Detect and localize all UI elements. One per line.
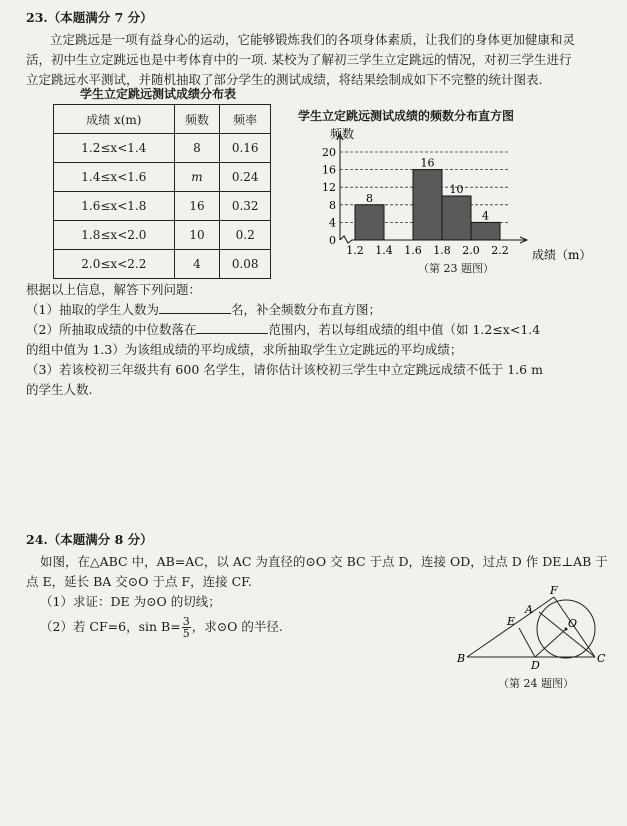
q24-line1: 如图，在△ABC 中，AB=AC，以 AC 为直径的⊙O 交 BC 于点 D，连接 OD，过点 D 作 DE⊥AB 于: [40, 554, 608, 569]
table-header-cell: 频率: [220, 105, 271, 134]
chart-x-tick-label: 1.2: [346, 244, 364, 257]
table-row: [54, 221, 271, 250]
chart-xlabel: 成绩（m）: [532, 248, 592, 262]
fraction-numerator: 3: [182, 615, 190, 628]
q23-intro-line1: 立定跳远是一项有益身心的运动，它能够锻炼我们的各项身体素质，让我们的身体更加健康和灵: [50, 32, 576, 47]
chart-x-tick-label: 2.2: [491, 244, 509, 257]
answer-blank: [159, 301, 231, 314]
table-cell: 0.2: [220, 221, 271, 250]
table-cell: 0.24: [220, 163, 271, 192]
chart-bar: [471, 222, 500, 240]
q23-part1-text-b: 名，补全频数分布直方图；: [230, 302, 381, 317]
table-title: 学生立定跳远测试成绩分布表: [80, 87, 237, 101]
q24-header: 24.（本题满分 8 分）: [26, 532, 153, 547]
chart-x-tick-label: 2.0: [462, 244, 480, 257]
chart-y-tick-label: 20: [322, 146, 336, 159]
chart-y-tick-label: 4: [329, 216, 336, 230]
chart-y-tick-label: 8: [329, 198, 336, 212]
fraction-denominator: 5: [182, 627, 190, 640]
chart-value-label: 4: [482, 209, 489, 223]
q23-intro-line2: 活，初中生立定跳远也是中考体育中的一项. 某校为了解初三学生立定跳远的情况，对初三学生进行: [26, 52, 572, 67]
answer-blank: [196, 321, 268, 334]
fraction-three-fifths: [182, 616, 191, 639]
q24-part2: [40, 616, 283, 639]
table-cell: 0.32: [220, 192, 271, 221]
q23-part1-text-a: （1）抽取的学生人数为: [26, 302, 159, 317]
q24-part2-text-b: ，求⊙O 的半径.: [191, 619, 283, 634]
chart-bars: [355, 170, 500, 240]
chart-title: 学生立定跳远测试成绩的频数分布直方图: [298, 109, 515, 123]
q24-part2-text-a: （2）若 CF=6，sin B=: [40, 619, 181, 634]
q24-part1: （1）求证：DE 为⊙O 的切线；: [40, 594, 221, 609]
table-cell: 4: [174, 250, 220, 279]
chart-y-tick-label: 16: [322, 163, 336, 177]
chart-x-tick-label: 1.6: [404, 244, 422, 257]
table-header-row: [54, 105, 271, 134]
q23-part2: [26, 320, 540, 340]
chart-x-tick-label: 1.4: [375, 244, 393, 257]
geometry-figure: [455, 585, 615, 685]
table-cell: 1.4≤x<1.6: [54, 163, 175, 192]
chart-y-tick-label: 12: [322, 181, 336, 195]
q23-header: 23.（本题满分 7 分）: [26, 10, 153, 25]
table-cell: 2.0≤x<2.2: [54, 250, 175, 279]
q23-part2-cont: 的组中值为 1.3）为该组成绩的平均成绩，求所抽取学生立定跳远的平均成绩；: [26, 342, 463, 357]
table-row: [54, 134, 271, 163]
chart-value-label: 8: [366, 191, 373, 205]
q23-part3-cont: 的学生人数.: [26, 382, 93, 397]
table-cell: 16: [174, 192, 220, 221]
label-d: D: [531, 659, 540, 672]
q23-part2-text-a: （2）所抽取成绩的中位数落在: [26, 322, 197, 337]
label-a: A: [525, 603, 533, 616]
q24-line2: 点 E，延长 BA 交⊙O 于点 F，连接 CF.: [26, 574, 252, 589]
table-cell: 0.16: [220, 134, 271, 163]
chart-bar: [442, 196, 471, 240]
chart-ylabel: 频数: [330, 127, 355, 141]
table-row: [54, 192, 271, 221]
histogram-chart: [300, 124, 600, 274]
figure24-caption: （第 24 题图）: [498, 677, 574, 690]
frequency-table: [53, 104, 271, 279]
q23-part3: （3）若该校初三年级共有 600 名学生，请你估计该校初三学生中立定跳远成绩不低于 1.6 m: [26, 362, 543, 377]
table-cell: 10: [174, 221, 220, 250]
label-o: O: [568, 617, 578, 630]
chart-bar: [413, 170, 442, 240]
table-cell: 1.8≤x<2.0: [54, 221, 175, 250]
segment-de: [519, 628, 535, 657]
chart-value-label: 10: [449, 183, 464, 196]
table-cell: 1.6≤x<1.8: [54, 192, 175, 221]
chart-y-tick-label: 0: [329, 234, 336, 247]
chart-bar: [355, 205, 384, 240]
table-row: [54, 163, 271, 192]
table-cell: 8: [174, 134, 220, 163]
chart-caption: （第 23 题图）: [418, 262, 494, 275]
label-b: B: [457, 652, 466, 665]
q23-intro-line3: 立定跳远水平测试，并随机抽取了部分学生的测试成绩，将结果绘制成如下不完整的统计图表.: [26, 72, 543, 87]
table-cell: 1.2≤x<1.4: [54, 134, 175, 163]
q23-part2-text-b: 范围内，若以每组成绩的组中值（如 1.2≤x<1.4: [268, 322, 541, 337]
chart-value-label: 16: [420, 156, 435, 170]
segment-ac: [539, 612, 595, 657]
label-f: F: [550, 585, 558, 597]
segment-od: [535, 629, 566, 657]
table-header-cell: 成绩 x(m): [54, 105, 175, 134]
q23-part1: [26, 300, 381, 320]
table-header-cell: 频数: [174, 105, 220, 134]
table-cell: 0.08: [220, 250, 271, 279]
table-cell: m: [174, 163, 220, 192]
table-row: [54, 250, 271, 279]
label-e: E: [507, 615, 516, 628]
q23-after: 根据以上信息，解答下列问题：: [26, 282, 202, 297]
chart-x-tick-label: 1.8: [433, 244, 451, 257]
label-c: C: [597, 652, 606, 665]
